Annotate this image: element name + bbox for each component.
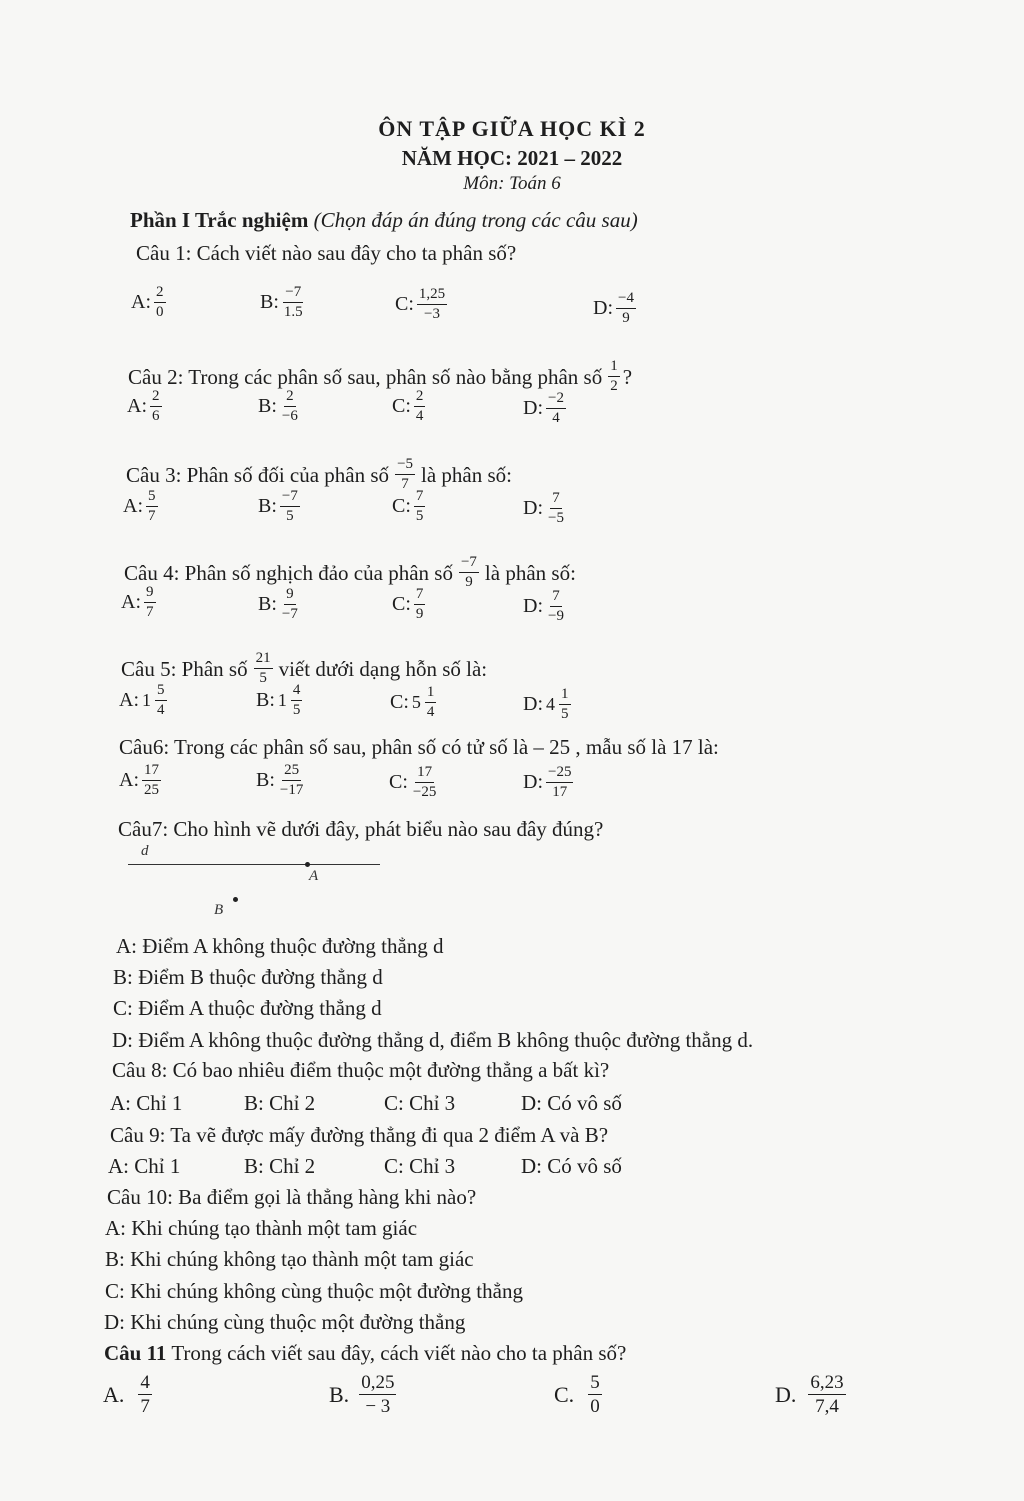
q5-option-d [523,686,571,723]
numerator: −7 [283,284,303,303]
denominator: − 3 [365,1396,391,1417]
fraction [411,764,438,801]
document-title: ÔN TẬP GIỮA HỌC KÌ 2 [378,116,646,141]
q1-text: Câu 1: Cách viết nào sau đây cho ta phân số? [136,241,517,265]
numerator: −25 [546,764,573,783]
option-label: B: [256,689,275,711]
q5-option-c [390,684,436,721]
denominator: 0 [156,304,164,320]
numerator: 2 [150,388,162,407]
fraction [359,1372,396,1417]
q7-option-b: B: Điểm B thuộc đường thẳng d [113,965,383,989]
q1-option-c [395,286,447,323]
fraction [280,488,300,525]
option-label: C: [392,495,411,517]
numerator: 4 [140,1372,150,1393]
q10-option-b: B: Khi chúng không tạo thành một tam giác [105,1247,474,1271]
numerator: 21 [254,650,273,669]
q5-option-a [119,682,167,719]
denominator: 1.5 [283,304,303,320]
q3-text: Câu 3: Phân số đối của phân số [126,462,390,487]
q11-option-c [554,1372,602,1417]
denominator: 7 [146,604,154,620]
q6-option-a [119,762,161,799]
fraction [155,682,167,719]
numerator: 9 [144,584,156,603]
q8-option-d: D: Có vô số [521,1091,622,1115]
numerator: 7 [414,488,426,507]
point-b [233,897,238,902]
q3-option-a [123,488,158,525]
option-label: C: [392,395,411,417]
fraction [280,586,300,623]
q8-option-a: A: Chỉ 1 [110,1091,183,1115]
fraction [280,388,300,425]
numerator: 9 [284,586,296,605]
fraction [414,488,426,525]
q7-option-c: C: Điểm A thuộc đường thẳng d [113,996,382,1020]
numerator: 25 [282,762,301,781]
numerator: −5 [395,456,415,475]
q9-option-b: B: Chỉ 2 [244,1154,316,1178]
q8-option-b: B: Chỉ 2 [244,1091,316,1115]
denominator: −5 [548,510,564,526]
q11-option-a [103,1372,152,1417]
numerator: 5 [146,488,158,507]
numerator: 1 [608,358,620,377]
denominator: 4 [157,702,165,718]
q6-option-b [256,762,305,799]
q4-fraction [459,554,479,591]
option-label: C: [390,691,409,713]
fraction [616,290,636,327]
denominator: 5 [292,702,301,718]
denominator: 2 [610,378,618,394]
q5-tail: viết dưới dạng hỗn số là: [278,656,488,681]
fraction [414,388,426,425]
q11-option-d [775,1372,846,1417]
denominator: 9 [465,574,473,590]
q5-text: Câu 5: Phân số [121,656,248,681]
denominator: 6 [152,408,160,424]
q9-option-a: A: Chỉ 1 [108,1154,181,1178]
point-a [305,862,310,867]
denominator: 7,4 [815,1396,839,1417]
numerator: −7 [280,488,300,507]
denominator: 7 [148,508,156,524]
q8-text: Câu 8: Có bao nhiêu điểm thuộc một đường thẳng a bất kì? [112,1058,610,1082]
denominator: 5 [561,706,569,722]
part1-heading [130,207,638,233]
numerator: 17 [142,762,161,781]
whole-part: 4 [546,694,555,714]
fraction [425,684,437,721]
option-label: C. [554,1381,575,1407]
option-label: D: [593,297,613,319]
point-a-label: A [309,868,319,884]
option-label: C: [392,593,411,615]
fraction [546,490,566,527]
denominator: 5 [415,508,424,524]
q11-text-line [104,1340,626,1366]
q6-option-d [523,764,573,801]
option-label: A. [103,1381,125,1407]
denominator: 0 [590,1396,600,1417]
denominator: −9 [548,608,564,624]
q3-text-line [126,456,512,493]
mixed-number [546,686,571,723]
whole-part: 5 [411,692,421,712]
fraction [278,762,305,799]
q3-tail: là phân số: [421,462,513,487]
numerator: 5 [590,1372,600,1393]
numerator: 7 [414,586,426,605]
fraction [291,682,303,719]
fraction [588,1372,602,1417]
q5-option-b [256,682,302,719]
option-label: B: [258,495,277,517]
q3-option-d [523,490,566,527]
q10-text: Câu 10: Ba điểm gọi là thẳng hàng khi nào? [107,1185,477,1209]
q1-option-a [131,284,166,321]
numerator: 4 [291,682,303,701]
option-label: B: [258,593,277,615]
option-label: A: [121,591,141,613]
option-label: B: [256,769,275,791]
option-label: D: [523,397,543,419]
q10-option-c: C: Khi chúng không cùng thuộc một đường thẳng [105,1279,523,1303]
q4-option-b [258,586,300,623]
q9-option-c: C: Chỉ 3 [384,1154,456,1178]
option-label: C: [395,293,414,315]
numerator: 1 [425,684,437,703]
q2-option-a [127,388,162,425]
denominator: −7 [281,606,298,622]
option-label: D: [523,693,543,715]
q2-option-d [523,390,566,427]
subject-line: Môn: Toán 6 [463,173,561,194]
school-year: NĂM HỌC: 2021 – 2022 [401,146,623,170]
option-label: A: [119,769,139,791]
option-label: B: [260,291,279,313]
fraction [146,488,158,525]
point-b-label: B [214,902,224,918]
fraction [546,588,566,625]
q10-option-d: D: Khi chúng cùng thuộc một đường thẳng [104,1310,466,1334]
q7-text: Câu7: Cho hình vẽ dưới đây, phát biểu nào sau đây đúng? [118,817,604,841]
numerator: 0,25 [361,1372,395,1393]
option-label: B. [329,1381,350,1407]
fraction [546,764,573,801]
q2-option-c [392,388,425,425]
q4-text: Câu 4: Phân số nghịch đảo của phân số [124,560,453,585]
part1-note: (Chọn đáp án đúng trong các câu sau) [313,208,638,232]
q9-text: Câu 9: Ta vẽ được mấy đường thẳng đi qua 2 điểm A và B? [110,1123,609,1147]
option-label: D: [523,771,543,793]
numerator: 1,25 [417,286,447,305]
q9-option-d: D: Có vô số [521,1154,622,1178]
q11-title: Câu 11 [104,1341,167,1365]
whole-part: 1 [142,690,151,710]
numerator: 1 [559,686,571,705]
numerator: −7 [459,554,479,573]
numerator: 2 [154,284,166,303]
denominator: 4 [552,410,560,426]
numerator: 5 [155,682,167,701]
q8-option-c: C: Chỉ 3 [384,1091,456,1115]
denominator: 9 [622,310,630,326]
q4-option-d [523,588,566,625]
denominator: 9 [415,606,424,622]
option-label: D: [523,497,543,519]
numerator: −2 [546,390,566,409]
denominator: 4 [426,704,435,720]
q7-option-a: A: Điểm A không thuộc đường thẳng d [116,934,444,958]
numerator: 7 [550,490,562,509]
denominator: −3 [424,306,441,322]
denominator: 7 [401,476,409,492]
numerator: 2 [284,388,296,407]
mixed-number [278,682,303,719]
fraction [138,1372,152,1417]
fraction [808,1372,845,1417]
option-label: D: [523,595,543,617]
q11-text: Trong cách viết sau đây, cách viết nào cho ta phân số? [171,1341,627,1365]
denominator: 7 [140,1396,150,1417]
fraction [282,284,305,321]
q6-text: Câu6: Trong các phân số sau, phân số có tử số là – 25 , mẫu số là 17 là: [119,735,719,759]
mixed-number [142,682,167,719]
option-label: A: [131,291,151,313]
q2-fraction [608,358,620,395]
numerator: 17 [415,764,434,783]
q3-option-c [392,488,425,525]
mixed-number [412,684,437,721]
numerator: 7 [550,588,562,607]
fraction [417,286,447,323]
q1-option-b [260,284,305,321]
line-d [128,864,380,865]
q1-option-d [593,290,636,327]
option-label: D. [775,1381,797,1407]
fraction [559,686,571,723]
fraction [154,284,166,321]
q2-text: Câu 2: Trong các phân số sau, phân số nào bằng phân số [128,364,603,389]
option-label: C: [389,771,408,793]
denominator: 17 [552,784,568,800]
q4-option-a [121,584,156,621]
q3-option-b [258,488,300,525]
q4-option-c [392,586,425,623]
denominator: 4 [415,408,424,424]
fraction [546,390,566,427]
part1-title: Phần I Trắc nghiệm [130,208,309,232]
q4-text-line [124,554,576,591]
line-d-label: d [141,843,149,859]
fraction [144,584,156,621]
q4-tail: là phân số: [484,560,576,585]
q11-option-b [329,1372,396,1417]
numerator: 2 [414,388,426,407]
numerator: −4 [616,290,636,309]
q7-option-d: D: Điểm A không thuộc đường thẳng d, điểm B không thuộc đường thẳng d. [112,1028,754,1052]
whole-part: 1 [277,690,287,710]
option-label: A: [127,395,147,417]
denominator: 5 [286,508,294,524]
numerator: 6,23 [810,1372,844,1393]
denominator: −6 [281,408,298,424]
q5-text-line [121,650,487,687]
fraction [150,388,162,425]
q6-option-c [389,764,438,801]
option-label: B: [258,395,277,417]
denominator: 25 [144,782,159,798]
q10-option-a: A: Khi chúng tạo thành một tam giác [105,1216,418,1240]
option-label: A: [119,689,139,711]
denominator: −25 [412,784,437,800]
denominator: 5 [259,670,267,686]
fraction [414,586,426,623]
denominator: −17 [279,782,304,798]
fraction [142,762,161,799]
q2-option-b [258,388,300,425]
q2-tail: ? [622,364,633,389]
option-label: A: [123,495,143,517]
